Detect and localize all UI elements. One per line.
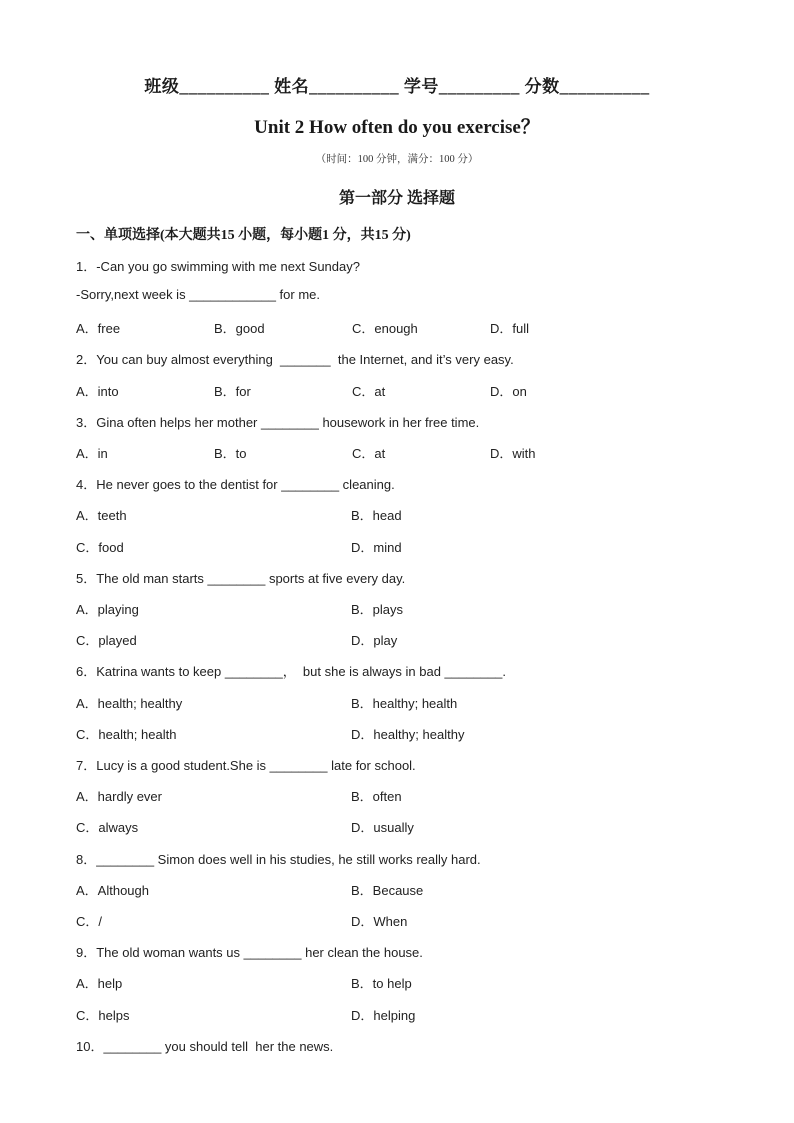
question-4-option-a[interactable]: A．teeth: [76, 508, 127, 523]
question-1-option-b[interactable]: B．good: [214, 321, 265, 336]
question-8-option-c[interactable]: C．/: [76, 914, 103, 929]
question-2-option-c[interactable]: C．at: [352, 384, 386, 399]
question-1-option-c[interactable]: C．enough: [352, 321, 418, 336]
question-2-option-d[interactable]: D．on: [490, 384, 527, 399]
question-10-stem: 10．________ you should tell her the news.: [76, 1039, 334, 1054]
question-7-option-b[interactable]: B．often: [351, 789, 402, 804]
question-8-option-a[interactable]: A．Although: [76, 883, 149, 898]
question-3-option-d[interactable]: D．with: [490, 446, 536, 461]
question-5-option-b[interactable]: B．plays: [351, 602, 404, 617]
student-info-fields: 班级__________ 姓名__________ 学号_________ 分数__________: [144, 77, 650, 96]
question-1-stem-2: -Sorry,next week is ____________ for me.: [76, 287, 321, 302]
question-3-option-a[interactable]: A．in: [76, 446, 108, 461]
question-3-option-c[interactable]: C．at: [352, 446, 386, 461]
question-2-option-b[interactable]: B．for: [214, 384, 251, 399]
question-5-option-a[interactable]: A．playing: [76, 602, 139, 617]
question-1-option-d[interactable]: D．full: [490, 321, 530, 336]
question-6-option-d[interactable]: D．healthy; healthy: [351, 727, 465, 742]
question-8-stem: 8．________ Simon does well in his studies, he still works really hard.: [76, 852, 481, 867]
question-6-option-c[interactable]: C．health; health: [76, 727, 177, 742]
question-5-option-c[interactable]: C．played: [76, 633, 137, 648]
question-9-option-d[interactable]: D．helping: [351, 1008, 416, 1023]
question-8-option-b[interactable]: B．Because: [351, 883, 424, 898]
question-2-stem: 2．You can buy almost everything _______ the Internet, and it’s very easy.: [76, 352, 514, 367]
question-6-option-a[interactable]: A．health; healthy: [76, 696, 183, 711]
question-4-option-c[interactable]: C．food: [76, 540, 124, 555]
question-6-option-b[interactable]: B．healthy; health: [351, 696, 458, 711]
question-9-stem: 9．The old woman wants us ________ her clean the house.: [76, 945, 423, 960]
question-5-stem: 5．The old man starts ________ sports at five every day.: [76, 571, 406, 586]
question-3-stem: 3．Gina often helps her mother ________ housework in her free time.: [76, 415, 480, 430]
question-7-option-a[interactable]: A．hardly ever: [76, 789, 162, 804]
question-6-stem: 6．Katrina wants to keep ________， but she is always in bad ________.: [76, 664, 507, 679]
question-2-option-a[interactable]: A．into: [76, 384, 119, 399]
question-7-stem: 7．Lucy is a good student.She is ________ late for school.: [76, 758, 416, 773]
part-title: 第一部分 选择题: [338, 190, 455, 207]
question-9-option-b[interactable]: B．to help: [351, 976, 412, 991]
question-4-option-d[interactable]: D．mind: [351, 540, 402, 555]
question-4-option-b[interactable]: B．head: [351, 508, 402, 523]
exam-time-score: （时间：100 分钟，满分：100 分）: [315, 154, 479, 165]
question-9-option-c[interactable]: C．helps: [76, 1008, 130, 1023]
question-5-option-d[interactable]: D．play: [351, 633, 398, 648]
question-4-stem: 4．He never goes to the dentist for ________ cleaning.: [76, 477, 395, 492]
question-8-option-d[interactable]: D．When: [351, 914, 408, 929]
question-9-option-a[interactable]: A．help: [76, 976, 123, 991]
question-1-option-a[interactable]: A．free: [76, 321, 121, 336]
question-3-option-b[interactable]: B．to: [214, 446, 247, 461]
question-1-stem: 1．-Can you go swimming with me next Sunday?: [76, 259, 360, 274]
question-7-option-c[interactable]: C．always: [76, 820, 139, 835]
page-title: Unit 2 How often do you exercise？: [254, 117, 540, 138]
section-title: 一、单项选择(本大题共15 小题，每小题1 分，共15 分): [76, 228, 411, 243]
question-7-option-d[interactable]: D．usually: [351, 820, 414, 835]
